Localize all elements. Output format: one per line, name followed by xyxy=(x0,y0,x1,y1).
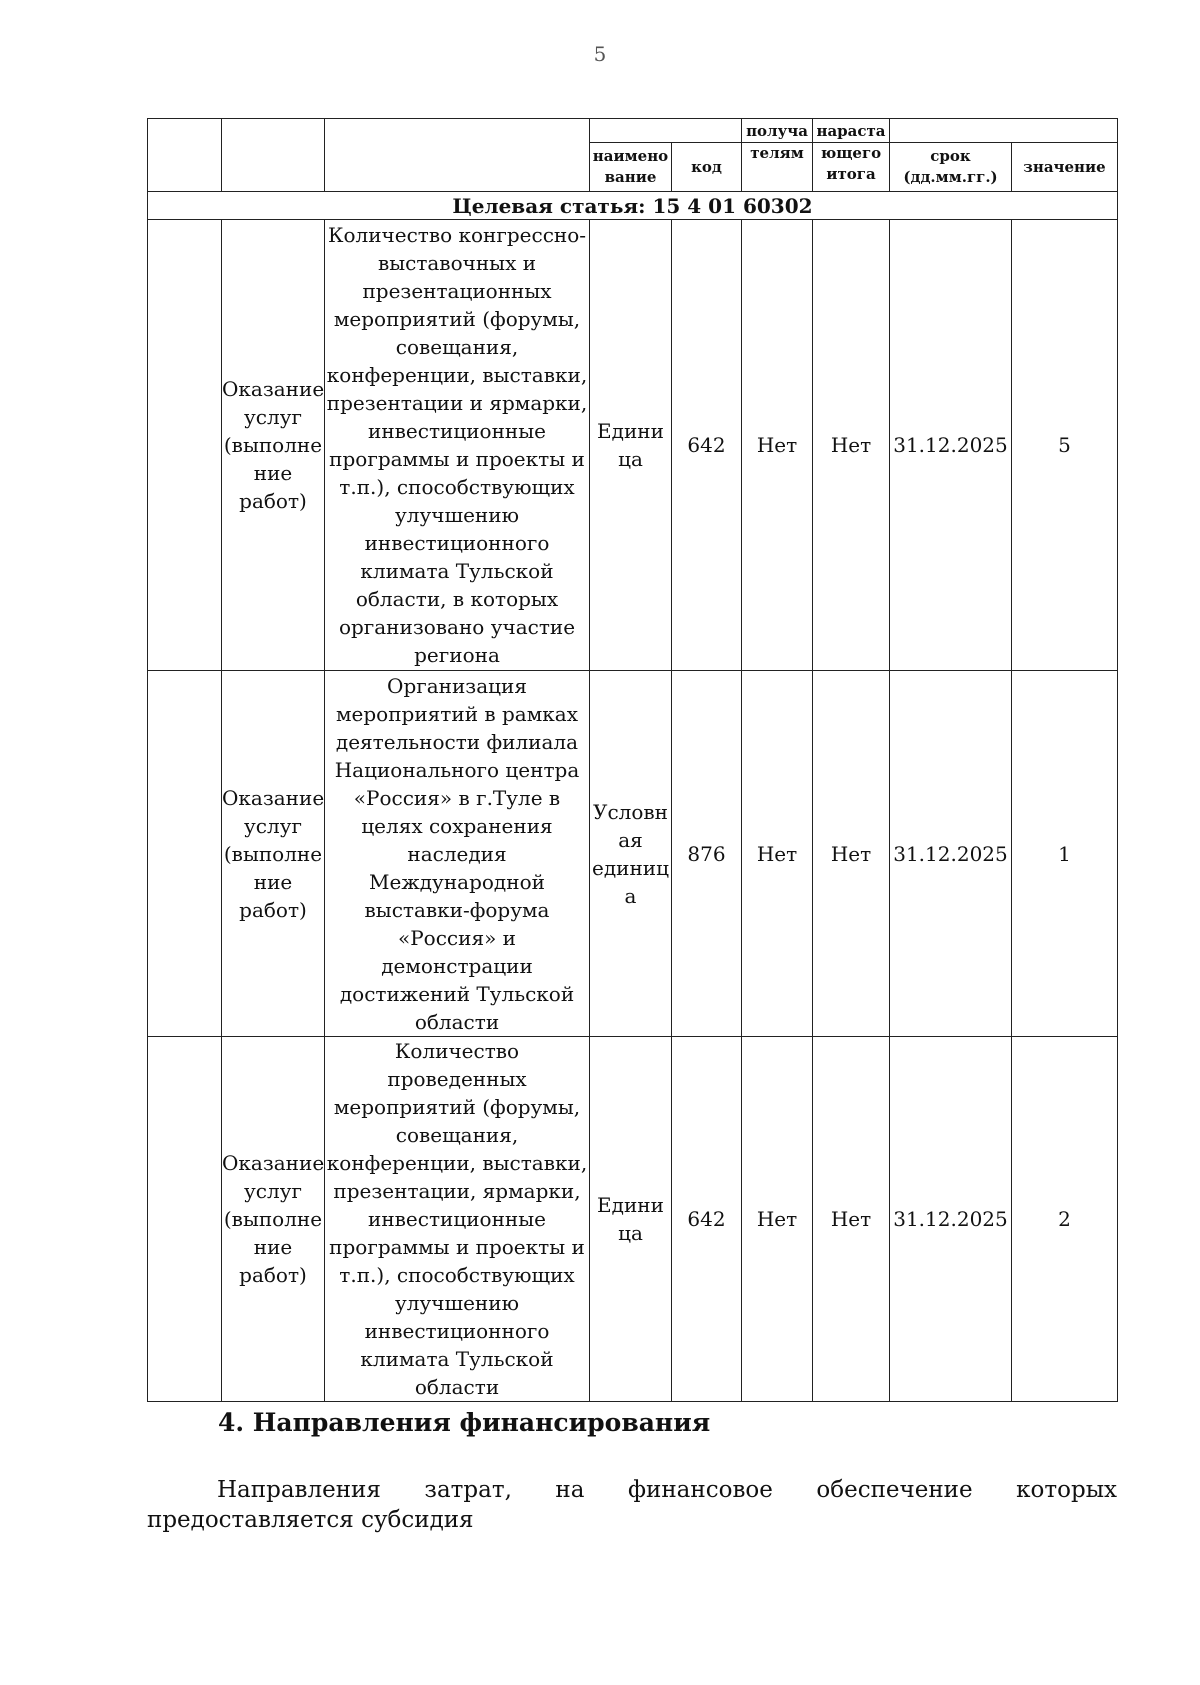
header-cell-deadline-group xyxy=(890,119,1118,143)
row-to-recipients: Нет xyxy=(742,220,813,671)
target-article-row xyxy=(148,192,1118,220)
row-deadline: 31.12.2025 xyxy=(890,671,1012,1037)
header-recipients-bottom: телям xyxy=(742,143,813,192)
paragraph-word: обеспечение xyxy=(816,1477,973,1503)
header-deadline: срок (дд.мм.гг.) xyxy=(890,143,1012,192)
row-number-cell xyxy=(148,671,222,1037)
header-cumulative-top: нараста xyxy=(813,119,890,143)
row-description: Организация мероприятий в рамках деятельности филиала Национального центра «Россия» в г.Туле в целях сохранения наследия Международной выставки-форума «Россия» и демонстрации достижений Тульской области xyxy=(325,671,590,1037)
header-unit-name: наимено вание xyxy=(590,143,672,192)
section-paragraph xyxy=(147,1475,1117,1535)
row-description: Количество проведенных мероприятий (форумы, совещания, конференции, выставки, презентации, ярмарки, инвестиционные программы и проекты и т.п.), способствующих улучшению инвестиционного климата Тульской области xyxy=(325,1037,590,1402)
row-code: 642 xyxy=(672,1037,742,1402)
row-unit: Едини ца xyxy=(590,220,672,671)
row-type: Оказание услуг (выполне ние работ) xyxy=(222,220,325,671)
indicators-table xyxy=(147,118,1118,1402)
row-code: 876 xyxy=(672,671,742,1037)
row-type: Оказание услуг (выполне ние работ) xyxy=(222,671,325,1037)
table-row xyxy=(148,1037,1118,1402)
paragraph-word: Направления xyxy=(217,1477,381,1503)
row-value: 5 xyxy=(1012,220,1118,671)
paragraph-line-2: предоставляется субсидия xyxy=(147,1507,474,1533)
header-cumulative-bottom: ющего итога xyxy=(813,143,890,192)
paragraph-word: затрат, xyxy=(424,1477,512,1503)
row-description: Количество конгрессно-выставочных и презентационных мероприятий (форумы, совещания, конференции, выставки, презентации и ярмарки, инвестиционные программы и проекты и т.п.), способствующих улучшению инвестиционного климата Тульской области, в которых организовано участие региона xyxy=(325,220,590,671)
paragraph-word: финансовое xyxy=(628,1477,773,1503)
row-number-cell xyxy=(148,1037,222,1402)
table-row xyxy=(148,220,1118,671)
row-to-recipients: Нет xyxy=(742,1037,813,1402)
row-value: 2 xyxy=(1012,1037,1118,1402)
header-cell-empty-2 xyxy=(222,119,325,192)
row-deadline: 31.12.2025 xyxy=(890,1037,1012,1402)
row-to-recipients: Нет xyxy=(742,671,813,1037)
row-deadline: 31.12.2025 xyxy=(890,220,1012,671)
row-type: Оказание услуг (выполне ние работ) xyxy=(222,1037,325,1402)
row-cumulative: Нет xyxy=(813,220,890,671)
paragraph-word: которых xyxy=(1016,1477,1117,1503)
target-article: Целевая статья: 15 4 01 60302 xyxy=(148,192,1118,220)
table-header-row-1 xyxy=(148,119,1118,143)
page-number: 5 xyxy=(593,42,607,66)
paragraph-word: на xyxy=(555,1477,585,1503)
header-cell-empty-1 xyxy=(148,119,222,192)
header-cell-empty-3 xyxy=(325,119,590,192)
header-cell-unit-group xyxy=(590,119,742,143)
header-value: значение xyxy=(1012,143,1118,192)
header-recipients-top: получа xyxy=(742,119,813,143)
row-cumulative: Нет xyxy=(813,671,890,1037)
paragraph-line-1 xyxy=(147,1475,1117,1505)
row-unit: Условн ая единиц а xyxy=(590,671,672,1037)
row-unit: Едини ца xyxy=(590,1037,672,1402)
row-number-cell xyxy=(148,220,222,671)
header-unit-code: код xyxy=(672,143,742,192)
row-cumulative: Нет xyxy=(813,1037,890,1402)
section-heading: 4. Направления финансирования xyxy=(218,1408,711,1437)
row-value: 1 xyxy=(1012,671,1118,1037)
row-code: 642 xyxy=(672,220,742,671)
table-row xyxy=(148,671,1118,1037)
